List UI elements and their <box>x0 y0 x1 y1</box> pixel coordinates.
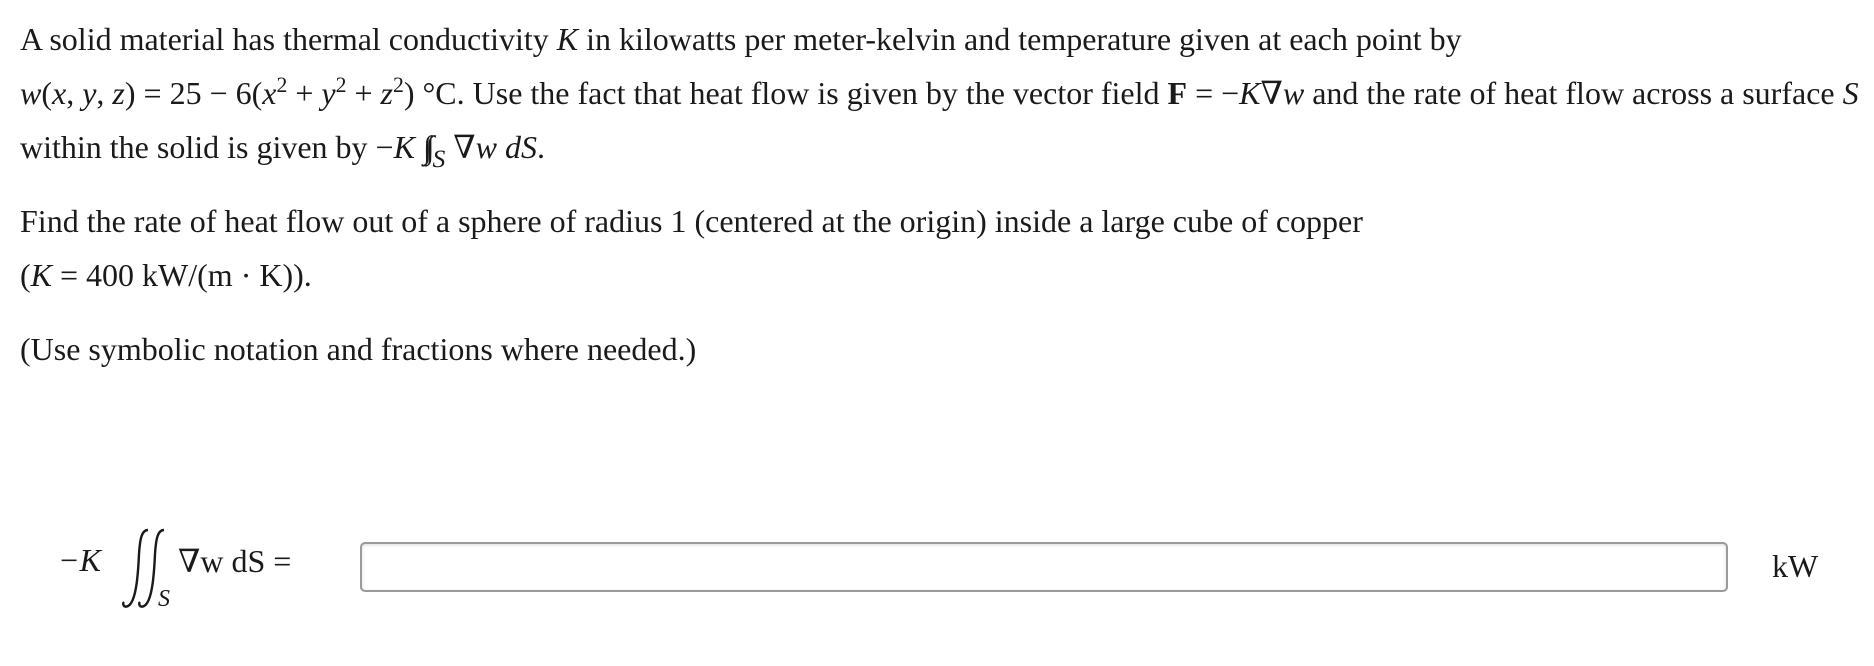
flux-integral-inline: −K ∫∫ $_S$ ∇w dS. <box>375 129 545 173</box>
problem-question <box>20 194 1860 302</box>
F-definition: F = −K∇w <box>1167 75 1305 111</box>
heat-flow-text: Use the fact that heat flow is given by the vector field <box>472 75 1160 111</box>
problem-hint <box>20 322 1860 376</box>
answer-lhs-expression <box>58 520 328 620</box>
intro-after-k-text: in kilowatts per meter-kelvin and temperature given at each point by <box>586 21 1462 57</box>
symbol-K: K <box>556 21 579 57</box>
integrand-text: ∇w dS = <box>178 543 292 579</box>
negative-k-label: −K <box>58 542 101 578</box>
unit-label: kW <box>1772 548 1819 584</box>
intro-lead-text: A solid material has thermal conductivity <box>20 21 549 57</box>
rate-text-b: within the solid is given by <box>20 129 368 165</box>
problem-statement <box>20 12 1860 376</box>
question-line-1: Find the rate of heat flow out of a sphere of radius 1 (centered at the origin) inside a large cube of copper <box>20 203 1363 239</box>
symbol-S: S <box>1842 75 1859 111</box>
w-definition: w(x, y, $z) = 25 - 6(x^2 + y^2 + z^2)$ °C. <box>20 73 465 111</box>
rate-text-a: and the rate of heat flow across a surface <box>1312 75 1835 111</box>
answer-row <box>0 520 1874 620</box>
question-line-2: (K = 400 kW/(m · K)). <box>20 257 312 293</box>
answer-input[interactable] <box>360 542 1728 592</box>
surface-subscript: S <box>158 586 170 612</box>
problem-intro <box>20 12 1860 174</box>
hint-text: (Use symbolic notation and fractions where needed.) <box>20 331 697 367</box>
